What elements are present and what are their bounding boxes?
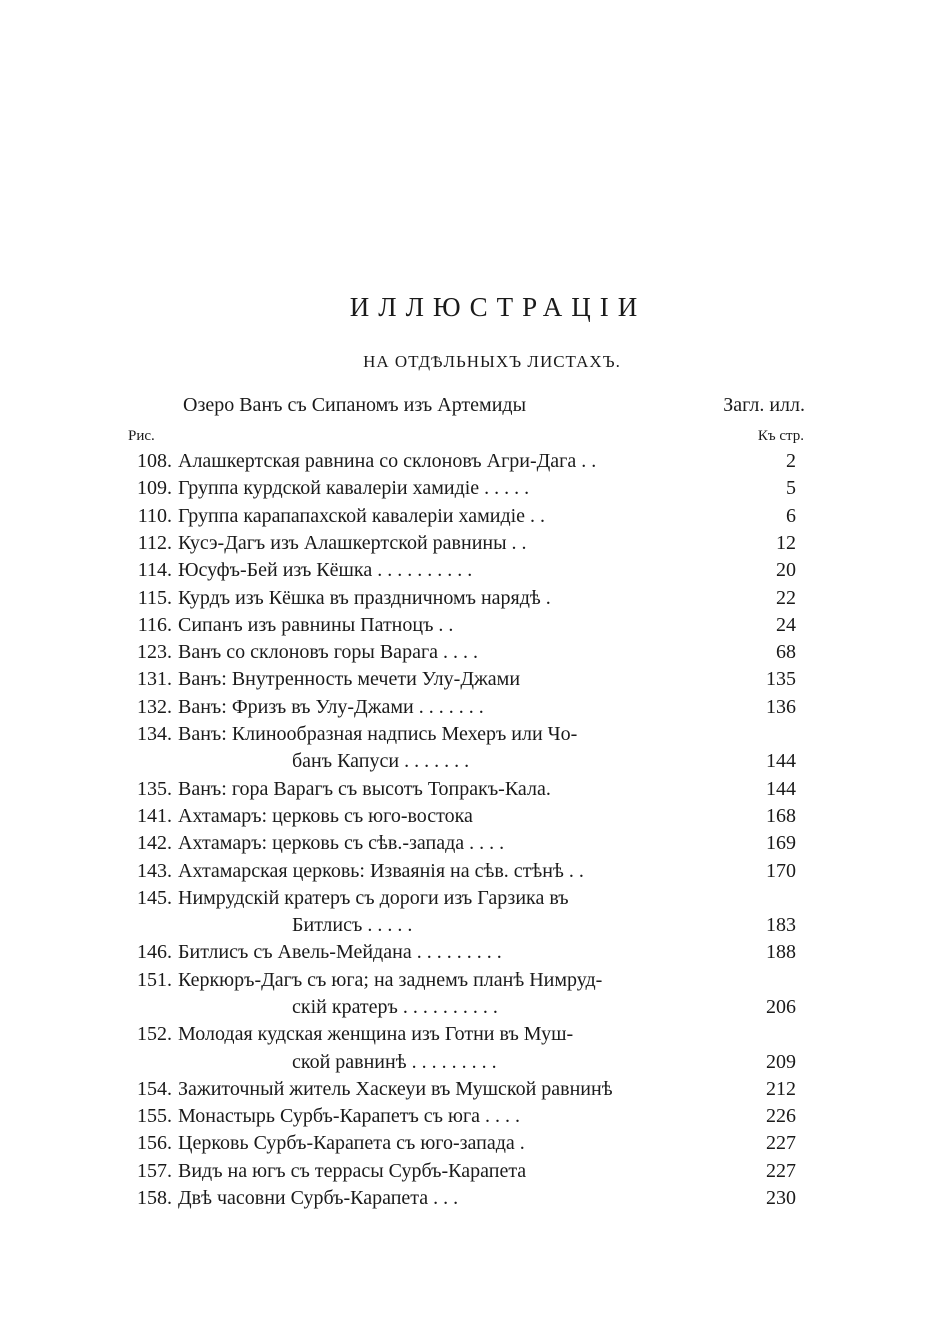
figure-number: 112. — [137, 532, 172, 554]
page-number: 227 — [766, 1160, 796, 1182]
list-item — [120, 805, 810, 832]
list-item-continuation — [120, 996, 810, 1023]
figure-number: 146. — [137, 941, 172, 963]
figure-title: Ахтамарская церковь: Изваянія на сѣв. стѣнѣ . . — [178, 860, 584, 882]
figure-number: 142. — [137, 832, 172, 854]
list-item — [120, 668, 810, 695]
figure-title: Керкюръ-Дагъ съ юга; на заднемъ планѣ Нимруд- — [178, 969, 603, 991]
list-item — [120, 614, 810, 641]
figure-title: Группа карапапахской кавалеріи хамидіе . . — [178, 505, 546, 527]
page-number: 209 — [766, 1051, 796, 1073]
figure-title: Битлисъ . . . . . — [292, 914, 413, 936]
list-item — [120, 778, 810, 805]
figure-title: Зажиточный житель Хаскеуи въ Мушской равнинѣ — [178, 1078, 613, 1100]
list-item — [120, 723, 810, 750]
page-subtitle: НА ОТДѢЛЬНЫХЪ ЛИСТАХЪ. — [363, 352, 621, 371]
page-number: 2 — [786, 450, 796, 472]
figure-number: 145. — [137, 887, 172, 909]
list-item — [120, 1160, 810, 1187]
figure-column-header: Рис. — [128, 428, 155, 444]
page-number: 170 — [766, 860, 796, 882]
page-number: 12 — [776, 532, 796, 554]
page-number: 144 — [766, 750, 796, 772]
page-number: 230 — [766, 1187, 796, 1209]
figure-title: Ванъ со склоновъ горы Варага . . . . — [178, 641, 479, 663]
figure-title: ской равнинѣ . . . . . . . . . — [292, 1051, 497, 1073]
figure-number: 143. — [137, 860, 172, 882]
figure-number: 157. — [137, 1160, 172, 1182]
list-item-continuation — [120, 1051, 810, 1078]
figure-number: 156. — [137, 1132, 172, 1154]
figure-title: Ахтамаръ: церковь съ сѣв.-запада . . . . — [178, 832, 505, 854]
figure-number: 109. — [137, 477, 172, 499]
figure-number: 116. — [137, 614, 172, 636]
frontispiece-ref: Загл. илл. — [723, 394, 805, 416]
page-number: 206 — [766, 996, 796, 1018]
page-title: ИЛЛЮСТРАЦІИ — [349, 292, 647, 322]
figure-title: Группа курдской кавалеріи хамидіе . . . . . — [178, 477, 530, 499]
figure-number: 154. — [137, 1078, 172, 1100]
figure-number: 151. — [137, 969, 172, 991]
page-number: 183 — [766, 914, 796, 936]
list-item — [120, 1105, 810, 1132]
figure-title: Видъ на югъ съ террасы Сурбъ-Карапета — [178, 1160, 527, 1182]
figure-title: Курдъ изъ Кёшка въ праздничномъ нарядѣ . — [178, 587, 551, 609]
page-number: 5 — [786, 477, 796, 499]
figure-title: Юсуфъ-Бей изъ Кёшка . . . . . . . . . . — [178, 559, 473, 581]
figure-title: банъ Капуси . . . . . . . — [292, 750, 470, 772]
figure-number: 155. — [137, 1105, 172, 1127]
page-number: 135 — [766, 668, 796, 690]
figure-title: Ванъ: гора Варагъ съ высотъ Топракъ-Кала. — [178, 778, 551, 800]
page-number: 22 — [776, 587, 796, 609]
figure-title: Молодая кудская женщина изъ Готни въ Муш- — [178, 1023, 574, 1045]
page-number: 226 — [766, 1105, 796, 1127]
list-item — [120, 832, 810, 859]
page-number: 188 — [766, 941, 796, 963]
figure-title: скій кратеръ . . . . . . . . . . — [292, 996, 498, 1018]
figure-number: 132. — [137, 696, 172, 718]
list-item — [120, 887, 810, 914]
list-item — [120, 532, 810, 559]
list-item-continuation — [120, 914, 810, 941]
list-item — [120, 641, 810, 668]
page-number: 144 — [766, 778, 796, 800]
figure-number: 131. — [137, 668, 172, 690]
list-item — [120, 505, 810, 532]
figure-title: Ванъ: Клинообразная надпись Мехеръ или Чо- — [178, 723, 578, 745]
figure-title: Кусэ-Дагъ изъ Алашкертской равнины . . — [178, 532, 527, 554]
figure-number: 135. — [137, 778, 172, 800]
page-number: 212 — [766, 1078, 796, 1100]
list-item — [120, 559, 810, 586]
list-item — [120, 1078, 810, 1105]
list-item — [120, 1023, 810, 1050]
figure-number: 108. — [137, 450, 172, 472]
figure-number: 123. — [137, 641, 172, 663]
page-number: 6 — [786, 505, 796, 527]
list-item — [120, 1187, 810, 1214]
figure-number: 158. — [137, 1187, 172, 1209]
figure-title: Алашкертская равнина со склоновъ Агри-Дага . . — [178, 450, 597, 472]
figure-title: Нимрудскій кратеръ съ дороги изъ Гарзика въ — [178, 887, 569, 909]
figure-title: Битлисъ съ Авель-Мейдана . . . . . . . . . — [178, 941, 502, 963]
list-item — [120, 1132, 810, 1159]
figure-title: Монастырь Сурбъ-Карапетъ съ юга . . . . — [178, 1105, 521, 1127]
figure-number: 134. — [137, 723, 172, 745]
page-number: 24 — [776, 614, 796, 636]
figure-number: 110. — [137, 505, 172, 527]
page-number: 169 — [766, 832, 796, 854]
page-number: 20 — [776, 559, 796, 581]
page-number: 136 — [766, 696, 796, 718]
figure-title: Ванъ: Внутренность мечети Улу-Джами — [178, 668, 521, 690]
figure-number: 152. — [137, 1023, 172, 1045]
list-item — [120, 969, 810, 996]
list-item — [120, 450, 810, 477]
list-item-continuation — [120, 750, 810, 777]
figure-title: Ванъ: Фризъ въ Улу-Джами . . . . . . . — [178, 696, 484, 718]
page-number: 68 — [776, 641, 796, 663]
list-item — [120, 941, 810, 968]
page-column-header: Къ стр. — [757, 428, 804, 444]
figure-title: Двѣ часовни Сурбъ-Карапета . . . — [178, 1187, 459, 1209]
list-item — [120, 860, 810, 887]
figure-number: 115. — [137, 587, 172, 609]
page-number: 168 — [766, 805, 796, 827]
figure-title: Ахтамаръ: церковь съ юго-востока — [178, 805, 473, 827]
figure-number: 141. — [137, 805, 172, 827]
figure-title: Церковь Сурбъ-Карапета съ юго-запада . — [178, 1132, 525, 1154]
figure-number: 114. — [137, 559, 172, 581]
list-item — [120, 696, 810, 723]
list-item — [120, 477, 810, 504]
page-number: 227 — [766, 1132, 796, 1154]
frontispiece-title: Озеро Ванъ съ Сипаномъ изъ Артемиды — [183, 394, 527, 416]
figure-title: Сипанъ изъ равнины Патноцъ . . — [178, 614, 454, 636]
list-item — [120, 587, 810, 614]
